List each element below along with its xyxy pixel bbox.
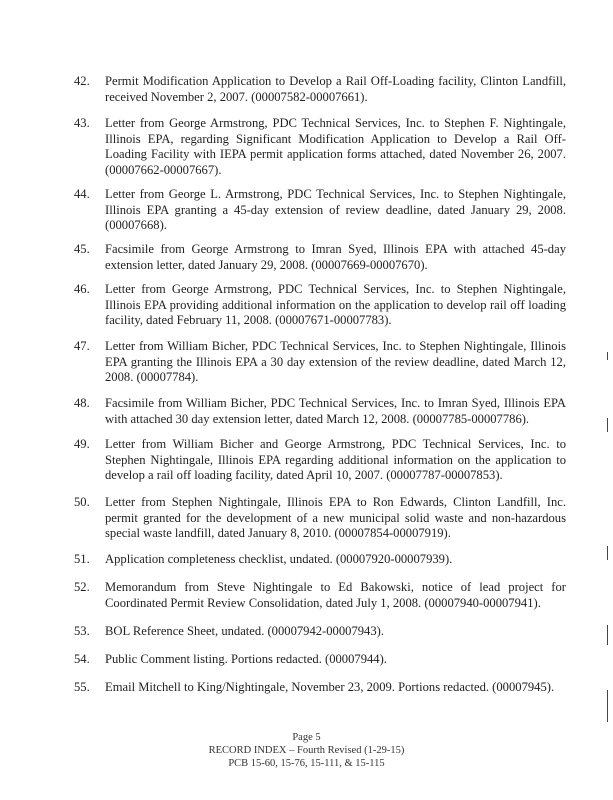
page-footer: [0, 731, 613, 770]
scan-edge-mark: [607, 546, 608, 560]
entry-text: Facsimile from George Armstrong to Imran Syed, Illinois EPA with attached 45-day extension letter, dated January 29, 2008. (00007669-00007670).: [105, 242, 566, 272]
entry-text: BOL Reference Sheet, undated. (00007942-00007943).: [105, 624, 384, 638]
scan-edge-mark: [607, 690, 608, 722]
footer-title: RECORD INDEX – Fourth Revised (1-29-15): [208, 745, 405, 756]
entry-text: Public Comment listing. Portions redacted. (00007944).: [105, 652, 387, 666]
entry-number: 53.: [74, 624, 90, 638]
entry-text: Letter from George Armstrong, PDC Technical Services, Inc. to Stephen F. Nightingale, Illinois EPA, regarding Significant Modification Application to Develop a Rail Off-Loading Facility with IEPA permit application forms attached, dated November 26, 2007. (00007662-00007667).: [105, 116, 566, 177]
scan-edge-mark: [607, 352, 608, 360]
entry-text: Letter from William Bicher and George Armstrong, PDC Technical Services, Inc. to Stephen Nightingale, Illinois EPA regarding additional information on the application to develop a rail off loading facility, dated April 10, 2007. (00007787-00007853).: [105, 437, 566, 483]
scan-edge-mark: [607, 418, 608, 432]
scan-edge-mark: [607, 625, 608, 645]
entry-number: 47.: [74, 339, 90, 353]
entry-text: Email Mitchell to King/Nightingale, November 23, 2009. Portions redacted. (00007945).: [105, 680, 555, 694]
entry-number: 54.: [74, 652, 90, 666]
entry-number: 50.: [74, 495, 90, 509]
entry-text: Letter from George Armstrong, PDC Technical Services, Inc. to Stephen Nightingale, Illinois EPA providing additional information on the application to develop rail off loading facility, dated February 11, 2008. (00007671-00007783).: [105, 282, 566, 328]
entry-number: 49.: [74, 437, 90, 451]
footer-case-numbers: PCB 15-60, 15-76, 15-111, & 15-115: [228, 758, 385, 769]
entry-number: 46.: [74, 282, 90, 296]
entry-text: Application completeness checklist, undated. (00007920-00007939).: [105, 552, 453, 566]
entry-text: Letter from George L. Armstrong, PDC Technical Services, Inc. to Stephen Nightingale, Illinois EPA granting a 45-day extension of review deadline, dated January 29, 2008. (00007668).: [105, 187, 566, 233]
entry-text: Letter from Stephen Nightingale, Illinois EPA to Ron Edwards, Clinton Landfill, Inc. permit granted for the development of a new municipal solid waste and non-hazardous special waste landfill, dated January 8, 2010. (00007854-00007919).: [105, 495, 566, 541]
entry-number: 48.: [74, 396, 90, 410]
entry-text: Facsimile from William Bicher, PDC Technical Services, Inc. to Imran Syed, Illinois EPA with attached 30 day extension letter, dated March 12, 2008. (00007785-00007786).: [105, 396, 566, 426]
entry-number: 55.: [74, 680, 90, 694]
entry-number: 45.: [74, 242, 90, 256]
page-number: Page 5: [292, 732, 321, 743]
entry-text: Memorandum from Steve Nightingale to Ed Bakowski, notice of lead project for Coordinated Permit Review Consolidation, dated July 1, 2008. (00007940-00007941).: [105, 580, 566, 610]
entry-text: Permit Modification Application to Develop a Rail Off-Loading facility, Clinton Landfill, received November 2, 2007. (00007582-00007661).: [105, 74, 566, 104]
entry-number: 52.: [74, 580, 90, 594]
entry-number: 43.: [74, 116, 90, 130]
entry-text: Letter from William Bicher, PDC Technical Services, Inc. to Stephen Nightingale, Illinois EPA granting the Illinois EPA a 30 day extension of the review deadline, dated March 12, 2008. (00007784).: [105, 339, 566, 385]
entry-number: 42.: [74, 74, 90, 88]
entry-number: 44.: [74, 187, 90, 201]
entry-number: 51.: [74, 552, 90, 566]
